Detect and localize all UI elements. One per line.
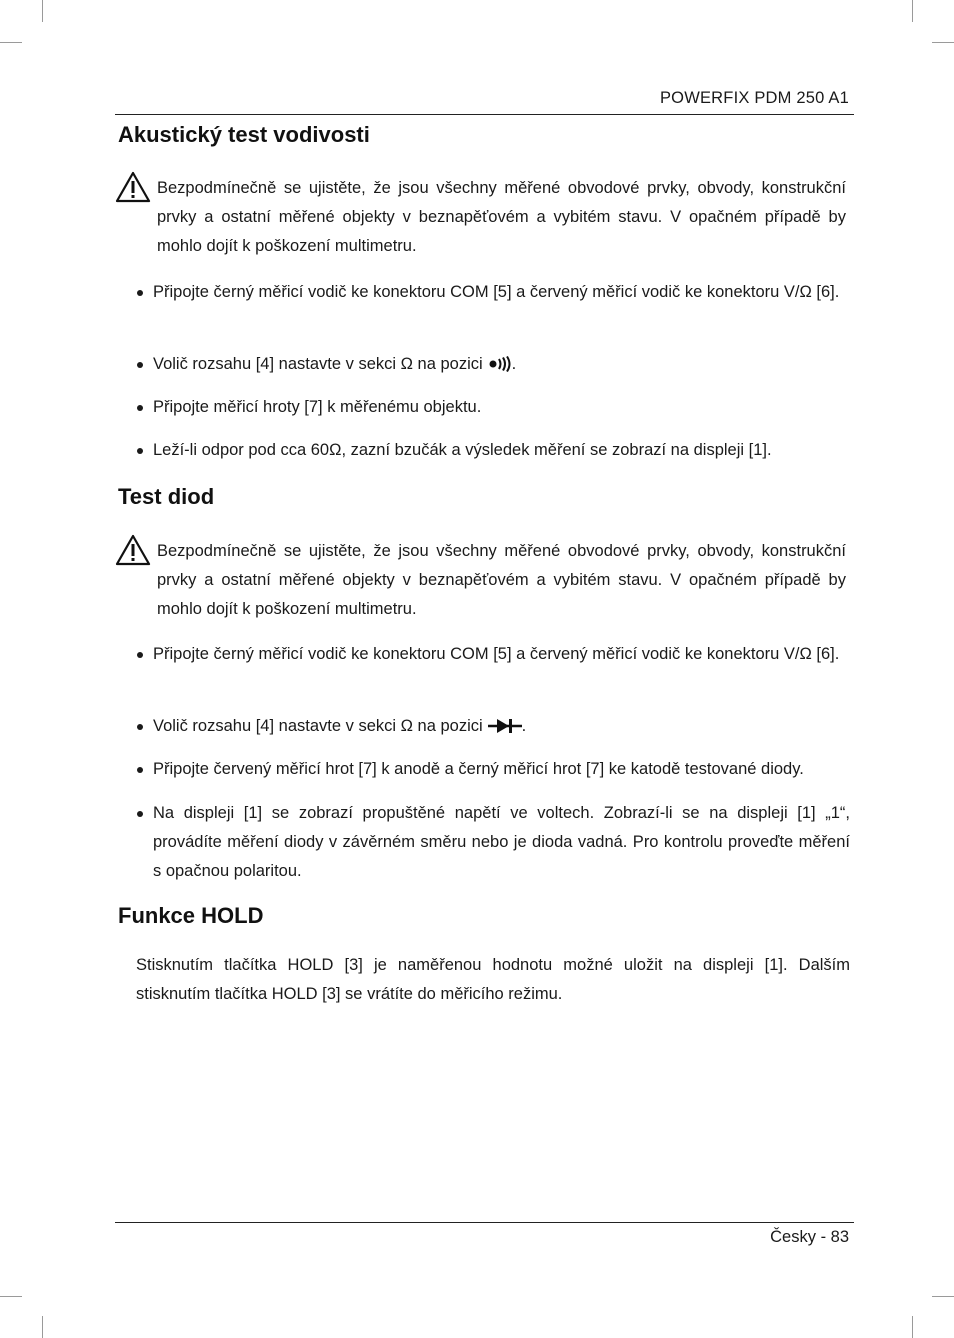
buzzer-icon [488, 356, 512, 372]
header-rule [115, 114, 854, 115]
list-item: Na displeji [1] se zobrazí propuštěné napětí ve voltech. Zobrazí-li se na displeji [1] „1“, provádíte měření diody v závěrném směru nebo je dioda vadná. Pro kontrolu proveďte měření s opačnou polaritou. [153, 804, 850, 880]
hold-paragraph: Stisknutím tlačítka HOLD [3] je naměřenou hodnotu možné uložit na displeji [1]. Dalším stisknutím tlačítka HOLD [3] se vrátíte do měřicího režimu. [136, 956, 850, 1003]
bullet-dot [137, 652, 143, 658]
crop-mark [912, 0, 913, 22]
list-item: Volič rozsahu [4] nastavte v sekci Ω na pozici . [153, 355, 517, 373]
section-title-diode: Test diod [118, 484, 215, 509]
list-item: Leží-li odpor pod cca 60Ω, zazní bzučák a výsledek měření se zobrazí na displeji [1]. [153, 441, 772, 459]
warning-triangle-icon [115, 534, 151, 566]
crop-mark [912, 1316, 913, 1338]
bullet-dot [137, 362, 143, 368]
crop-mark [0, 42, 22, 43]
crop-mark [0, 1296, 22, 1297]
header-product: POWERFIX PDM 250 A1 [659, 89, 849, 107]
diode-icon [488, 718, 522, 734]
warning-text-diode: Bezpodmínečně se ujistěte, že jsou všechny měřené obvodové prvky, obvody, konstrukční prvky a ostatní měřené objekty v beznapěťovém a vybitém stavu. V opačném případě by mohlo dojít k poškození multimetru. [157, 542, 846, 618]
bullet-dot [137, 811, 143, 817]
list-item: Připojte měřicí hroty [7] k měřenému objektu. [153, 398, 482, 416]
section-title-acoustic: Akustický test vodivosti [118, 122, 370, 147]
bullet-dot [137, 405, 143, 411]
bullet-dot [137, 448, 143, 454]
list-item: Připojte černý měřicí vodič ke konektoru COM [5] a červený měřicí vodič ke konektoru V/Ω [6]. [153, 645, 840, 663]
crop-mark [42, 0, 43, 22]
bullet-dot [137, 290, 143, 296]
section-title-hold: Funkce HOLD [118, 903, 264, 928]
crop-mark [42, 1316, 43, 1338]
warning-text-acoustic: Bezpodmínečně se ujistěte, že jsou všechny měřené obvodové prvky, obvody, konstrukční prvky a ostatní měřené objekty v beznapěťovém a vybitém stavu. V opačném případě by mohlo dojít k poškození multimetru. [157, 179, 846, 255]
list-item: Volič rozsahu [4] nastavte v sekci Ω na pozici . [153, 717, 527, 735]
list-item: Připojte červený měřicí hrot [7] k anodě a černý měřicí hrot [7] ke katodě testované diody. [153, 760, 804, 778]
list-item: Připojte černý měřicí vodič ke konektoru COM [5] a červený měřicí vodič ke konektoru V/Ω [6]. [153, 283, 840, 301]
crop-mark [932, 1296, 954, 1297]
crop-mark [932, 42, 954, 43]
warning-triangle-icon [115, 171, 151, 203]
page-number: Česky - 83 [770, 1228, 849, 1246]
footer-rule [115, 1222, 854, 1223]
bullet-dot [137, 724, 143, 730]
bullet-dot [137, 767, 143, 773]
